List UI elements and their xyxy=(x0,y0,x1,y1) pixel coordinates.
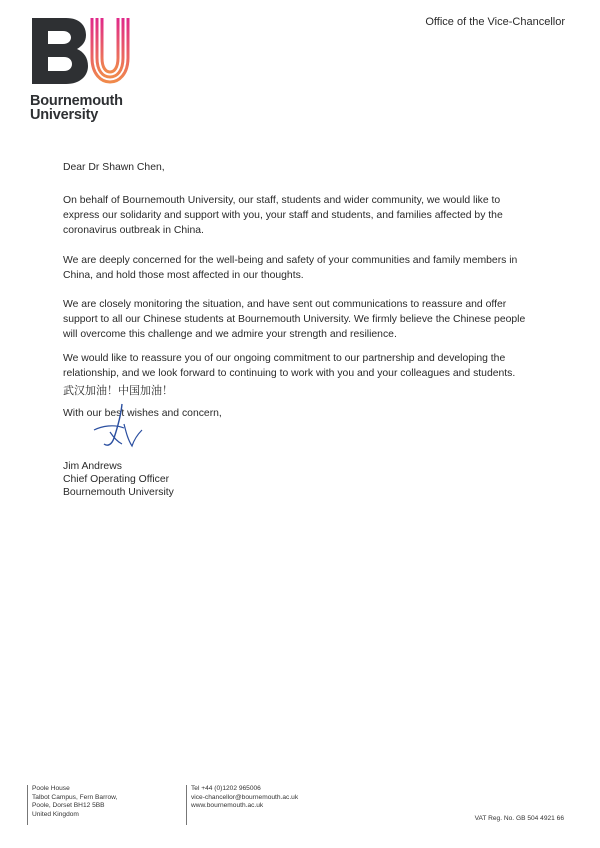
address-line: Poole House xyxy=(32,785,70,792)
address-line: United Kingdom xyxy=(32,810,79,818)
paragraph-3: We are closely monitoring the situation, and have sent out communications to reassure and offer support to all our Chinese students at Bournemouth University. We firmly believe the Chinese people will overcome this challenge and we admire your strength and resilience. xyxy=(63,299,526,340)
website-url: www.bournemouth.ac.uk xyxy=(191,802,264,810)
signatory-organisation: Bournemouth University xyxy=(63,487,174,499)
signature-icon xyxy=(88,400,158,452)
footer-address xyxy=(27,785,117,825)
phone-number: Tel +44 (0)1202 965006 xyxy=(191,785,261,792)
paragraph-4: We would like to reassure you of our ongoing commitment to our partnership and developing the relationship, and we look forward to continuing to work with you and your colleagues and students. xyxy=(63,353,516,379)
paragraph-2: We are deeply concerned for the well-being and safety of your communities and family members in China, and hold those most affected in our thoughts. xyxy=(63,255,518,281)
institution-name xyxy=(30,94,123,122)
institution-name-line2: University xyxy=(30,107,99,123)
paragraph-1: On behalf of Bournemouth University, our staff, students and wider community, we would like to express our solidarity and support with you, your staff and students, and families affected by the coronavirus outbreak in China. xyxy=(63,195,503,236)
footer-contact xyxy=(186,785,298,825)
closing: With our best wishes and concern, xyxy=(63,408,222,419)
signatory-name: Jim Andrews xyxy=(63,461,122,472)
institution-name-line1: Bournemouth xyxy=(30,93,123,109)
email-address: vice-chancellor@bournemouth.ac.uk xyxy=(191,793,299,801)
office-title: Office of the Vice-Chancellor xyxy=(425,16,565,28)
signatory-title: Chief Operating Officer xyxy=(63,474,170,486)
address-line: Poole, Dorset BH12 5BB xyxy=(32,802,105,810)
vat-number: VAT Reg. No. GB 504 4921 66 xyxy=(474,815,564,822)
greeting: Dear Dr Shawn Chen, xyxy=(63,162,165,173)
signature-block xyxy=(63,460,174,500)
chinese-cheer: 武汉加油！中国加油！ xyxy=(63,384,173,397)
bu-logo-mark-icon xyxy=(30,14,130,84)
address-line: Talbot Campus, Fern Barrow, xyxy=(32,793,118,801)
